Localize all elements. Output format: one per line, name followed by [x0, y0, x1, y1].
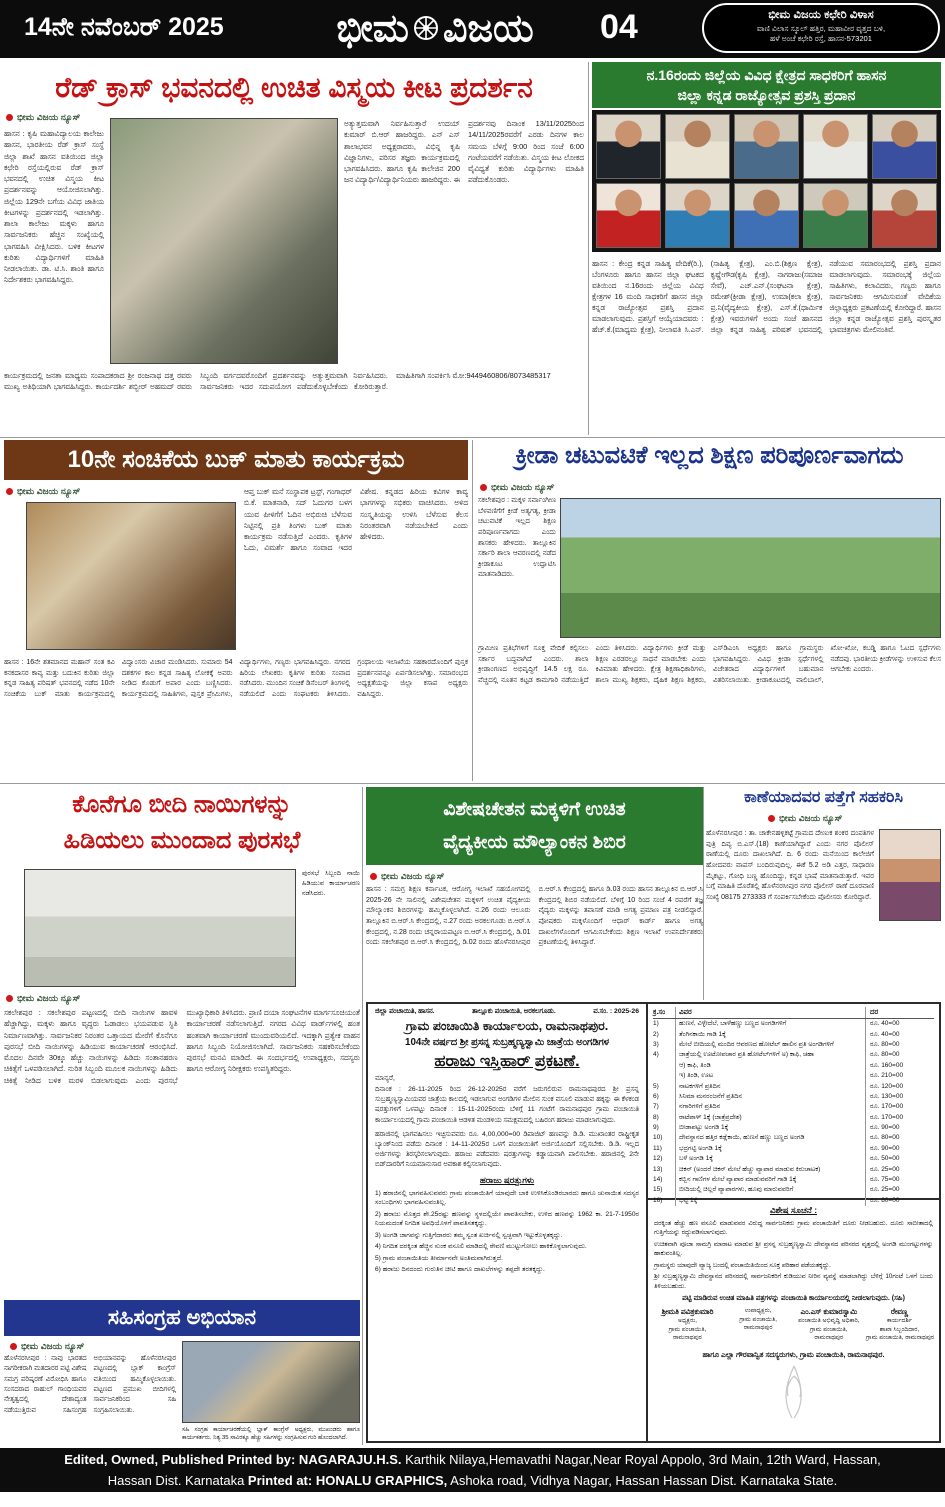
masthead-word-right: ವಿಜಯ — [442, 7, 534, 50]
byline-dot-icon — [6, 114, 13, 121]
cell-serial: 13) — [653, 1165, 663, 1173]
condition-item: 4) ನಿಗದಿತ ದರಕ್ಕಿಂತ ಹೆಚ್ಚಿನ ಸುಂಕ ವಸೂಲಿ ಮಾಡಿದಲ್ಲಿ ಠೇವಣಿ ಮುಟ್ಟುಗೋಲು ಹಾಕಿಕೊಳ್ಳಲಾಗುವುದು. — [375, 1243, 587, 1251]
imprint-address: Karthik Nilaya,Hemavathi Nagar,Near Royal Appolo, 3rd Main, 12th Ward, Hassan, — [401, 1452, 881, 1467]
cell-serial: 4) — [653, 1051, 659, 1059]
notice-left-column — [368, 1004, 648, 1441]
table-row — [653, 1071, 934, 1081]
edition-date: 14ನೇ ನವೆಂಬರ್ 2025 — [24, 13, 224, 41]
article-body-left: ಹಾಸನ : ಕೃಷಿ ಮಹಾವಿದ್ಯಾಲಯ ಕಾಲೇಜು ಹಾಸನ, ಭಾರತೀಯ ರೆಡ್ ಕ್ರಾಸ್ ಸಂಸ್ಥೆ ಜಿಲ್ಲಾ ಶಾಖೆ ಹಾಸನ ವತಿಯಿಂದ ಜಿಲ್ಲಾ ಕಛೇರಿ ರಸ್ತೆಯಲ್ಲಿರುವ ರೆಡ್ ಕ್ರಾಸ್ ಭವನದಲ್ಲಿ ಉಚಿತ ವಿಸ್ಮಯ ಕೀಟ ಪ್ರದರ್ಶನವನ್ನು ಆಯೋಜಿಸಲಾಗಿತ್ತು. ಜಿಲ್ಲೆಯ 129ನೇ ಬಗೆಯ ವಿವಿಧ ಜಾತಿಯ ಕೀಟಗಳನ್ನು ಪ್ರದರ್ಶನದಲ್ಲಿ ಇಡಲಾಗಿತ್ತು. ಶಾಲಾ ಕಾಲೇಜು ಮಕ್ಕಳು ಹಾಗೂ ಸಾರ್ವಜನಿಕರು ಹೆಚ್ಚಿನ ಸಂಖ್ಯೆಯಲ್ಲಿ ಭಾಗವಹಿಸಿ ವೀಕ್ಷಿಸಿದರು. ಬಳಿಕ ಕೀಟಗಳ ಕುರಿತು ವಿದ್ಯಾರ್ಥಿಗಳಿಗೆ ಮಾಹಿತಿ ನೀಡಲಾಯಿತು. ಡಾ. ಟಿ.ಸಿ. ಶಾಂತಿ ಹಾಗೂ ನಿರ್ದೇಶಕರು ಭಾಗವಹಿಸಿದ್ದರು. — [4, 129, 104, 285]
column-divider — [588, 62, 589, 435]
cell-rate: ರೂ. 40=00 — [865, 1019, 934, 1029]
cell-serial: 8) — [653, 1113, 659, 1121]
signatory-role: ರಾಮನಾಥಪುರ — [673, 1334, 702, 1342]
article-body: ಹೊಳೆನರಸೀಪುರ : ತಾ. ಚಾಕೇನಹಳ್ಳಿಕಟ್ಟೆ ಗ್ರಾಮದ ದೇಣುಕ ಶಂಕರ ದಂಪತಿಗಳ ಪುತ್ರಿ ದಿವ್ಯ ಬಿ.ಎಸ್.(18) ಕಾಣೆಯಾಗಿದ್ದಾರೆ ಎಂದು ನಗರ ಪೊಲೀಸ್ ಠಾಣೆಯಲ್ಲಿ ದೂರು ದಾಖಲಾಗಿದೆ. ದಿ. 6 ರಂದು ಮನೆಯಿಂದ ಕಾಲೇಜಿಗೆ ಹೋದವರು ವಾಪಸ್ ಬಂದಿರುವುದಿಲ್ಲ. ಈಕೆ 5.2 ಅಡಿ ಎತ್ತರ, ಸಾಧಾರಣ ಮೈಕಟ್ಟು, ಗೋಧಿ ಬಣ್ಣ ಹೊಂದಿದ್ದು, ಕನ್ನಡ ಭಾಷೆ ಮಾತನಾಡುತ್ತಾರೆ. ಇವರ ಬಗ್ಗೆ ಮಾಹಿತಿ ದೊರೆತಲ್ಲಿ ಹೊಳೆನರಸೀಪುರ ನಗರ ಪೊಲೀಸ್ ಠಾಣೆ ದೂರವಾಣಿ ಸಂಖ್ಯೆ 08175 273333 ಗೆ ಸಂಪರ್ಕಿಸಬೇಕೆಂದು ಪೊಲೀಸರು ಕೋರಿದ್ದಾರೆ. — [706, 830, 874, 901]
portrait-photo — [803, 114, 868, 179]
byline-label: ಭೀಮ ವಿಜಯ ನ್ಯೂಸ್ — [491, 482, 555, 492]
cell-rate: ರೂ. 170=00 — [865, 1102, 934, 1112]
imprint-footer — [0, 1448, 945, 1492]
cell-serial: 6) — [653, 1092, 659, 1100]
signatory-role: ಶಾಖಾ ಸಿಬ್ಬಂದಿದಾರ, — [879, 1325, 920, 1333]
cell-serial: 11) — [653, 1144, 662, 1152]
article-body-bottom: ಕಾರ್ಯಕ್ರಮದಲ್ಲಿ ಜನತಾ ಮಾಧ್ಯಮ ಸಂಪಾದಕರಾದ ಶ್ರೀ ರಂಜನಾಥ ದತ್ತ ರವರು ಮುಖ್ಯ ಅತಿಥಿಯಾಗಿ ಭಾಗವಹಿಸಿದ್ದರು. ಕಾರ್ಯದರ್ಶಿ ಶಬ್ಬೀರ್ ಅಹಮದ್ ರವರು ಸಿಬ್ಬಂದಿ ವರ್ಗದವರೊಂದಿಗೆ ಪ್ರದರ್ಶನವನ್ನು ಅತ್ಯುತ್ತಮವಾಗಿ ನಿರ್ವಹಿಸಿದರು. ಸಾರ್ವಜನಿಕರು ಇದರ ಸದುಪಯೋಗ ಪಡೆದುಕೊಳ್ಳಬೇಕೆಂದು ಕೋರಿರುತ್ತಾರೆ. ಮಾಹಿತಿಗಾಗಿ ಸಂಪರ್ಕಿಸಿ ಮೋ:9449460806/8073485317 — [4, 371, 551, 392]
imprint-district: Hassan Dist. Karnataka — [107, 1472, 248, 1488]
cell-serial: 16) — [653, 1196, 663, 1204]
byline-label: ಭೀಮ ವಿಜಯ ನ್ಯೂಸ್ — [17, 112, 81, 122]
byline-dot-icon — [480, 484, 487, 491]
article-street-dogs — [4, 787, 360, 1297]
signatory-name: ಶ್ರೀಮತಿ ಪವಿತ್ರಕುಮಾರಿ — [661, 1307, 714, 1317]
article-book-maathu — [4, 440, 468, 780]
rate-table — [648, 1004, 939, 1204]
portrait-photo — [803, 183, 868, 248]
cell-serial: 1) — [653, 1020, 659, 1028]
cell-serial: 7) — [653, 1103, 659, 1111]
cell-serial — [653, 1071, 675, 1081]
cell-rate: ರೂ. 80=00 — [865, 1133, 934, 1143]
byline-dot-icon — [768, 815, 775, 822]
auction-notice-box — [366, 1002, 941, 1443]
rate-table-header — [653, 1007, 934, 1019]
article-body-right: ಅತ್ಯುತ್ತಮವಾಗಿ ನಿರ್ವಹಿಸುತ್ತಾರೆ ಉದಯ್ ಕುಮಾರ್ ಬಿ.ಆರ್ ಹಾಜರಿದ್ದರು. ಎನ್ ಎಸ್ ಶಾಲಾಭವನ ಅಧ್ಯಕ್ಷರಾದರು, ವಿಭಿನ್ನ ಕೃಷಿ ವಿಜ್ಞಾನಿಗಳು, ಪರಿಸರ ತಜ್ಞರು ಕಾರ್ಯಕ್ರಮದಲ್ಲಿ ಭಾಗವಹಿಸಿದರು. ಹಾಗೂ ಕೃಷಿ ಕಾಲೇಜಿನ 200 ಜನ ವಿದ್ಯಾರ್ಥಿ/ವಿದ್ಯಾರ್ಥಿನಿಯರು ಹಾಜರಿದ್ದರು. ಈ ಪ್ರದರ್ಶನವು ದಿನಾಂಕ 13/11/2025ರಿಂದ 14/11/2025ರವರೆಗೆ ಎರಡು ದಿನಗಳ ಕಾಲ ಸಮಯ ಬೆಳಿಗ್ಗೆ 9:00 ರಿಂದ ಸಂಜೆ 6:00 ಗಂಟೆಯವರೆಗೆ ನಡೆಯಿತು. ವಿಸ್ಮಯ ಕೀಟ ಲೋಕದ ವೈವಿಧ್ಯತೆ ಕುರಿತು ವಿದ್ಯಾರ್ಥಿಗಳು ಮಾಹಿತಿ ಪಡೆದುಕೊಂಡರು. — [344, 119, 584, 185]
special-note-paragraph: ದರಕ್ಕಿಂತ ಹೆಚ್ಚು ಹಣ ವಸೂಲಿ ಮಾಡುವವರ ವಿರುದ್ಧ ಸಾರ್ವಜನಿಕರು ಗ್ರಾಮ ಪಂಚಾಯಿತಿಗೆ ದೂರು ನೀಡಬಹುದು. ದೂರು ಸಾಬೀತಾದಲ್ಲಿ ಗುತ್ತಿಗೆಯನ್ನು ರದ್ದುಪಡಿಸಲಾಗುವುದು. — [654, 1220, 933, 1237]
table-row — [653, 1040, 934, 1050]
panchayat-office-line: ಗ್ರಾಮ ಪಂಚಾಯಿತಿ ಕಾರ್ಯಾಲಯ, ರಾಮನಾಥಪುರ. — [405, 1019, 609, 1033]
article-body: ಸಕಲೇಶಪುರ : ಸಕಲೇಶಪುರ ಪಟ್ಟಣದಲ್ಲಿ ಬೀದಿ ನಾಯಿಗಳ ಹಾವಳಿ ಹೆಚ್ಚಾಗಿದ್ದು, ಮಕ್ಕಳು ಹಾಗೂ ವೃದ್ಧರು ಓಡಾಡಲು ಭಯಪಡುವ ಸ್ಥಿತಿ ನಿರ್ಮಾಣವಾಗಿತ್ತು. ಸಾರ್ವಜನಿಕರ ನಿರಂತರ ಒತ್ತಾಯದ ಮೇರೆಗೆ ಕೊನೆಗೂ ಪುರಸಭೆ ಬೀದಿ ನಾಯಿಗಳನ್ನು ಹಿಡಿಯುವ ಕಾರ್ಯಾಚರಣೆ ಆರಂಭಿಸಿದೆ. ಮೊದಲ ದಿನವೇ 30ಕ್ಕೂ ಹೆಚ್ಚು ನಾಯಿಗಳನ್ನು ಹಿಡಿದು ಸಂತಾನಹರಣ ಚಿಕಿತ್ಸೆಗೆ ಒಳಪಡಿಸಲಾಗಿದೆ. ನುರಿತ ಸಿಬ್ಬಂದಿ ಮೂಲಕ ನಾಯಿಗಳನ್ನು ಹಿಡಿದು ಚಿಕಿತ್ಸೆ ನೀಡಿದ ಬಳಿಕ ಮರಳಿ ಬಿಡಲಾಗುವುದು ಎಂದು ಪುರಸಭೆ ಮುಖ್ಯಾಧಿಕಾರಿ ತಿಳಿಸಿದರು. ಪ್ರಾಣಿ ದಯಾ ಸಂಘಟನೆಗಳ ಮಾರ್ಗಸೂಚಿಯಂತೆ ಕಾರ್ಯಾಚರಣೆ ನಡೆಸಲಾಗುತ್ತಿದೆ. ನಗರದ ವಿವಿಧ ವಾರ್ಡ್‌ಗಳಲ್ಲಿ ಹಂತ ಹಂತವಾಗಿ ಕಾರ್ಯಾಚರಣೆ ಮುಂದುವರಿಯಲಿದೆ. ಇದಕ್ಕಾಗಿ ಪ್ರತ್ಯೇಕ ವಾಹನ ಹಾಗೂ ಸಿಬ್ಬಂದಿ ನಿಯೋಜಿಸಲಾಗಿದೆ. ಸಾರ್ವಜನಿಕರು ಸಹಕರಿಸಬೇಕೆಂದು ಪುರಸಭೆ ಮನವಿ ಮಾಡಿದೆ. ಈ ಸಂದರ್ಭದಲ್ಲಿ ಉಪಾಧ್ಯಕ್ಷರು, ಸದಸ್ಯರು ಹಾಗೂ ಆರೋಗ್ಯ ನಿರೀಕ್ಷಕರು ಉಪಸ್ಥಿತರಿದ್ದರು. — [4, 1008, 360, 1085]
imprint-printer-address: Ashoka road, Vidhya Nagar, Hassan Hassan Dist. Karnataka State. — [447, 1472, 838, 1488]
signatory-role: ಗ್ರಾಮ ಪಂಚಾಯಿತಿ, ರಾಮನಾಥಪುರ — [866, 1334, 935, 1342]
table-row — [653, 1082, 934, 1092]
column-divider — [472, 440, 473, 781]
article-headline: ಕ್ರೀಡಾ ಚಟುವಟಿಕೆ ಇಲ್ಲದ ಶಿಕ್ಷಣ ಪರಿಪೂರ್ಣವಾಗದು — [515, 442, 904, 469]
cell-rate: ರೂ. 210=00 — [865, 1071, 934, 1081]
imprint-line2 — [0, 1471, 945, 1492]
masthead-bar — [0, 0, 945, 58]
photo-side-note: ಪುರಸಭೆ ಸಿಬ್ಬಂದಿ ನಾಯಿ ಹಿಡಿಯುವ ಕಾರ್ಯಾಚರಣ ನಡೆಸಿದರು. — [302, 870, 360, 898]
signature-block — [654, 1307, 721, 1343]
cell-serial: 2) — [653, 1030, 659, 1038]
conditions-heading: ಹರಾಜು ಷರತ್ತುಗಳು — [479, 1174, 535, 1185]
cell-description: ಮೇಲೆ ಬೀದಿಯಲ್ಲಿ ಮಂದಿರ ಆವರಣದ ಹೋಟೆಲ್ ಹಾಲಿನ ಪ್ರತಿ ಅಂಗಡಿಗಳಿಗೆ — [675, 1040, 865, 1050]
notice-paragraph: ದಿನಾಂಕ : 26-11-2025 ರಿಂದ 26-12-2025ರ ವರೆಗೆ ಜರುಗಲಿರುವ ರಾಮನಾಥಪುರದ ಶ್ರೀ ಪ್ರಸನ್ನ ಸುಬ್ರಹ್ಮಣ್ಯಸ್ವಾಮಿಯವರ ಜಾತ್ರೆಯ ಕಾಲದಲ್ಲಿ ಇಡಲಾಗುವ ಅಂಗಡಿಗಳ ಮೇಲಿನ ಸುಂಕ ವಸೂಲಿ ಮಾಡುವ ಹಕ್ಕನ್ನು ಈ ಕೆಳಕಂಡ ಷರತ್ತುಗಳಿಗೆ ಒಳಪಟ್ಟು ದಿನಾಂಕ : 15-11-2025ರಂದು ಬೆಳಿಗ್ಗೆ 11 ಗಂಟೆಗೆ ರಾಮನಾಥಪುರ ಗ್ರಾಮ ಪಂಚಾಯಿತಿ ಕಾರ್ಯಾಲಯದಲ್ಲಿ ಗ್ರಾಮ ಪಂಚಾಯಿತಿ ಆಡಳಿತ ಮಂಡಳಿಯ ಸಮಕ್ಷಮದಲ್ಲಿ ಬಹಿರಂಗ ಹರಾಜು ಮಾಡಲಾಗುವುದು. — [375, 1086, 639, 1124]
signature-block — [866, 1307, 933, 1343]
sports-field-photo — [560, 498, 941, 638]
article-body: ಹೊಳೆನರಸೀಪುರ : ನಾವು ಭಾರತದ ನಾಗರೀಕರಾಗಿ ಮತದಾರರ ಪಟ್ಟಿ ವಿಶೇಷ ಸಮಗ್ರ ಪರಿಷ್ಕರಣೆ ವಿರೋಧಿಸಿ ಹಾಗೂ ಸಂಸದರಾದ ರಾಹುಲ್ ಗಾಂಧಿಯವರ ನೇತೃತ್ವದಲ್ಲಿ ದೇಶಾದ್ಯಂತ ನಡೆಯುತ್ತಿರುವ ಸಹಿಸಂಗ್ರಹ ಅಭಿಯಾನವನ್ನು ಹೊಳೆನರಸೀಪುರ ಪಟ್ಟಣದಲ್ಲಿ ಬ್ಲಾಕ್ ಕಾಂಗ್ರೆಸ್ ವತಿಯಿಂದ ಹಮ್ಮಿಕೊಳ್ಳಲಾಯಿತು. ಪಟ್ಟಣದ ಪ್ರಮುಖ ಬೀದಿಗಳಲ್ಲಿ ಸಾರ್ವಜನಿಕರಿಂದ ಸಹಿ ಸಂಗ್ರಹಿಸಲಾಯಿತು. — [4, 1355, 176, 1414]
headline-line2: ವೈದ್ಯಕೀಯ ಮೌಲ್ಯಾಂಕನ ಶಿಬಿರ — [443, 832, 626, 854]
signatory-role: ಗ್ರಾಮ ಪಂಚಾಯಿತಿ, — [810, 1325, 848, 1333]
cell-rate: ರೂ. 90=00 — [865, 1144, 934, 1154]
article-body-left: ಸಕಲೇಶಪುರ : ಮಕ್ಕಳ ಸರ್ವಾಂಗೀಣ ಬೆಳವಣಿಗೆಗೆ ಕ್ರೀಡೆ ಅತ್ಯಗತ್ಯ, ಕ್ರೀಡಾ ಚಟುವಟಿಕೆ ಇಲ್ಲದ ಶಿಕ್ಷಣ ಪರಿಪೂರ್ಣವಾಗದು ಎಂದು ಶಾಸಕರು ಹೇಳಿದರು. ತಾಲ್ಲೂಕಿನ ಸರ್ಕಾರಿ ಶಾಲಾ ಆವರಣದಲ್ಲಿ ನಡೆದ ಕ್ರೀಡಾಕೂಟ ಉದ್ಘಾಟಿಸಿ ಮಾತನಾಡಿದರು. — [478, 497, 556, 579]
signatory-name: ರೇವಣ್ಣ — [890, 1307, 909, 1317]
portrait-photo — [734, 183, 799, 248]
missing-person-photo — [879, 829, 941, 921]
article-red-cross-expo — [4, 62, 584, 435]
article-headline-bar: ಸಹಿಸಂಗ್ರಹ ಅಭಿಯಾನ — [4, 1300, 360, 1336]
article-body-bottom: ಗ್ರಾಮೀಣ ಪ್ರತಿಭೆಗಳಿಗೆ ಸೂಕ್ತ ವೇದಿಕೆ ಕಲ್ಪಿಸಲು ಸರ್ಕಾರ ಬದ್ಧವಾಗಿದೆ ಎಂದರು. ಶಾಲಾ ಕ್ರೀಡಾಂಗಣದ ಅಭಿವೃದ್ಧಿಗೆ 14.5 ಲಕ್ಷ ರೂ. ವೆಚ್ಚದಲ್ಲಿ ನೂತನ ಕಟ್ಟಡ ಕಾಮಗಾರಿ ನಡೆಯುತ್ತಿದೆ ಎಂದು ತಿಳಿಸಿದರು. ವಿದ್ಯಾರ್ಥಿಗಳು ಕ್ರೀಡೆ ಮತ್ತು ಶಿಕ್ಷಣ ಎರಡರಲ್ಲೂ ಸಾಧನೆ ಮಾಡಬೇಕು ಎಂದು ಕಿವಿಮಾತು ಹೇಳಿದರು. ಕ್ಷೇತ್ರ ಶಿಕ್ಷಣಾಧಿಕಾರಿಗಳು, ಶಾಲಾ ಮುಖ್ಯ ಶಿಕ್ಷಕರು, ದೈಹಿಕ ಶಿಕ್ಷಣ ಶಿಕ್ಷಕರು, ಎಸ್‌ಡಿಎಂಸಿ ಅಧ್ಯಕ್ಷರು ಹಾಗೂ ಗ್ರಾಮಸ್ಥರು ಭಾಗವಹಿಸಿದ್ದರು. ವಿವಿಧ ಕ್ರೀಡಾ ಸ್ಪರ್ಧೆಗಳಲ್ಲಿ ವಿಜೇತರಾದ ವಿದ್ಯಾರ್ಥಿಗಳಿಗೆ ಬಹುಮಾನ ವಿತರಿಸಲಾಯಿತು. ಕ್ರೀಡಾಕೂಟದಲ್ಲಿ ವಾಲಿಬಾಲ್, ಖೋ-ಖೋ, ಕಬಡ್ಡಿ ಹಾಗೂ ಓಟದ ಸ್ಪರ್ಧೆಗಳು ನಡೆದವು. ಭಾರತೀಯ ಕ್ರೀಡೆಗಳನ್ನು ಉಳಿಸುವ ಕೆಲಸ ಆಗಬೇಕು ಎಂದರು. — [478, 645, 941, 684]
article-body-bottom: ಹಾಸನ : 16ನೇ ಶತಮಾನದ ಮಹಾನ್ ಸಂತ ಕವಿ ಕನಕದಾಸರ ಕಾವ್ಯ ಮತ್ತು ಬದುಕಿನ ಕುರಿತು ಜಿಲ್ಲಾ ಕನ್ನಡ ಸಾಹಿತ್ಯ ಪರಿಷತ್ ಭವನದಲ್ಲಿ ನಡೆದ 10ನೇ ಸಂಚಿಕೆಯ ಬುಕ್ ಮಾತು ಕಾರ್ಯಕ್ರಮದಲ್ಲಿ ವಿದ್ವಾಂಸರು ವಿಚಾರ ಮಂಡಿಸಿದರು. ಸುಮಾರು 54 ದಶಕಗಳ ಕಾಲ ಕನ್ನಡ ಸಾಹಿತ್ಯ ಲೋಕಕ್ಕೆ ಅವರು ನೀಡಿದ ಕೊಡುಗೆ ಅಪಾರ ಎಂದು ಬಣ್ಣಿಸಿದರು. ಕಾರ್ಯಕ್ರಮದಲ್ಲಿ ಸಾಹಿತಿಗಳು, ಪುಸ್ತಕ ಪ್ರೇಮಿಗಳು, ವಿದ್ಯಾರ್ಥಿಗಳು, ಗಣ್ಯರು ಭಾಗವಹಿಸಿದ್ದರು. ನಗರದ ಹಿರಿಯ ಲೇಖಕರು ಕೃತಿಗಳ ಕುರಿತು ಸಂವಾದ ನಡೆಸಿದರು. ಮುಂದಿನ ಸಂಚಿಕೆ ಡಿಸೆಂಬರ್ ತಿಂಗಳಲ್ಲಿ ನಡೆಯಲಿದೆ ಎಂದು ಸಂಘಟಕರು ತಿಳಿಸಿದರು. ಗ್ರಂಥಾಲಯ ಇಲಾಖೆಯ ಸಹಕಾರದೊಂದಿಗೆ ಪುಸ್ತಕ ಪ್ರದರ್ಶನವನ್ನೂ ಏರ್ಪಡಿಸಲಾಗಿತ್ತು. ಸಮಾರಂಭದ ಅಧ್ಯಕ್ಷತೆಯನ್ನು ಜಿಲ್ಲಾ ಕಸಾಪ ಅಧ್ಯಕ್ಷರು ವಹಿಸಿದ್ದರು. — [4, 659, 468, 698]
byline-label: ಭೀಮ ವಿಜಯ ನ್ಯೂಸ್ — [17, 486, 81, 496]
chakra-icon — [413, 8, 439, 51]
column-divider — [362, 787, 363, 1445]
table-row — [653, 1050, 934, 1060]
byline-dot-icon — [6, 995, 13, 1002]
byline — [6, 993, 80, 1004]
condition-item: 3) ಅಂಗಡಿ ಜಾಗವನ್ನು ಗುತ್ತಿಗೆದಾರರು ತಮ್ಮ ಸ್ವಂತ ಖರ್ಚಿನಲ್ಲಿ ಸ್ವಚ್ಛವಾಗಿ ಇಟ್ಟುಕೊಳ್ಳತಕ್ಕದ್ದು. — [375, 1231, 563, 1239]
notice-paragraph: ಹರಾಜಿನಲ್ಲಿ ಭಾಗವಹಿಸಲು ಇಚ್ಛಿಸುವವರು ರೂ. 4,00,000=00 ಡಿಪಾಜಿಟ್ ಹಣವನ್ನು ಡಿ.ಡಿ. ಮುಖಾಂತರ ರಾಷ್ಟ್ರೀಕೃತ ಬ್ಯಾಂಕ್‌ನಿಂದ ಪಡೆದು ದಿನಾಂಕ : 14-11-2025ರ ಒಳಗೆ ಪಂಚಾಯಿತಿಗೆ ಅರ್ಜಿಯೊಂದಿಗೆ ಸಲ್ಲಿಸಬೇಕು. ಡಿ.ಡಿ. ಇಲ್ಲದ ಅರ್ಜಿಗಳನ್ನು ತಿರಸ್ಕರಿಸಲಾಗುವುದು. ಹರಾಜು ಪಡೆದವರು ಷರತ್ತುಗಳನ್ನು ಕಡ್ಡಾಯವಾಗಿ ಪಾಲಿಸಬೇಕು. ಹರಾಜಿನಲ್ಲಿ 2ನೇ ಬಿಡ್‌ದಾರರಿಗೆ ನಿಯಮಾನುಸಾರ ಅವಕಾಶ ಕಲ್ಪಿಸಲಾಗುವುದು. — [375, 1130, 639, 1169]
condition-item: 1) ಹರಾಜಿನಲ್ಲಿ ಭಾಗವಹಿಸುವವರು ಗ್ರಾಮ ಪಂಚಾಯಿತಿಗೆ ಯಾವುದೇ ಬಾಕಿ ಉಳಿಸಿಕೊಂಡಿರಬಾರದು ಹಾಗೂ ಚುನಾಯಿತ ಸದಸ್ಯರ ಸಂಬಂಧಿಗಳು ಭಾಗವಹಿಸುವಂತಿಲ್ಲ. — [375, 1189, 639, 1207]
cell-rate: ರೂ. 75=00 — [865, 1175, 934, 1185]
signatory-role: ಅಧ್ಯಕ್ಷರು, — [678, 1317, 697, 1325]
cell-serial: 3) — [653, 1040, 659, 1048]
cell-rate: ರೂ. 40=00 — [865, 1030, 934, 1040]
cell-rate: ರೂ. 170=00 — [865, 1113, 934, 1123]
imprint-publisher: Edited, Owned, Published Printed by: NAGARAJU.H.S. — [64, 1452, 402, 1467]
byline — [6, 486, 80, 497]
signatory-role: ಪಂಚಾಯಿತಿ ಅಭಿವೃದ್ಧಿ ಅಧಿಕಾರಿ, — [798, 1317, 860, 1325]
signatory-role: ರಾಮನಾಥಪುರ — [814, 1334, 844, 1342]
table-row — [653, 1175, 934, 1185]
notice-bold-line: ಪಟ್ಟಿ ಮಾಡಿರುವ ಉಚಿತ ಮಾಹಿತಿ ಪತ್ರಗಳನ್ನು ಪಂಚಾಯಿತಿ ಕಾರ್ಯಾಲಯದಲ್ಲಿ ನೀಡಲಾಗುವುದು. (ಸಹಿ) — [682, 1295, 905, 1303]
special-note-paragraph: ಗ್ರಾಮಸ್ಥರು ಯಾವುದೇ ವ್ಯಾಜ್ಯ ಬಂದಲ್ಲಿ ಪಂಚಾಯಿತಿಯಿಂದ ಸೂಕ್ತ ಪರಿಹಾರ ಪಡೆಯತಕ್ಕದ್ದು. — [654, 1261, 831, 1269]
awardee-portrait-grid — [592, 110, 941, 252]
table-row — [653, 1061, 934, 1071]
portrait-photo — [596, 183, 661, 248]
portrait-photo — [872, 183, 937, 248]
cell-rate: ರೂ. 130=00 — [865, 1092, 934, 1102]
taluk-line: ತಾಲ್ಲೂಕು ಪಂಚಾಯಿತಿ, ಅರಕಲಗೂಡು. — [472, 1008, 556, 1015]
portrait-photo — [596, 114, 661, 179]
article-headline-bar: 10ನೇ ಸಂಚಿಕೆಯ ಬುಕ್ ಮಾತು ಕಾರ್ಯಕ್ರಮ — [4, 440, 468, 480]
column-divider — [703, 787, 704, 1000]
article-headline: ರೆಡ್ ಕ್ರಾಸ್ ಭವನದಲ್ಲಿ ಉಚಿತ ವಿಸ್ಮಯ ಕೀಟ ಪ್ರದರ್ಶನ — [55, 72, 533, 103]
article-body-wrap — [706, 829, 941, 997]
salutation: ಮಾನ್ಯರೆ, — [375, 1075, 395, 1082]
fair-line: 104ನೇ ವರ್ಷದ ಶ್ರೀ ಪ್ರಸನ್ನ ಸುಬ್ರಹ್ಮಣ್ಯಸ್ವಾಮಿ ಜಾತ್ರೆಯ ಅಂಗಡಿಗಳ — [405, 1037, 609, 1048]
cell-rate: ರೂ. 120=00 — [865, 1082, 934, 1092]
portrait-photo — [734, 114, 799, 179]
cell-rate: ರೂ. 50=00 — [865, 1154, 934, 1164]
byline — [6, 112, 80, 123]
condition-item: 2) ಹರಾಜು ಮೊತ್ತದ ಶೇ.25ರಷ್ಟು ಹಣವನ್ನು ಸ್ಥಳದಲ್ಲಿಯೇ ಪಾವತಿಸಬೇಕು, ಉಳಿದ ಹಣವನ್ನು 1962 ಕಾ. 21-7-1950ರ ನಿಯಮದಂತೆ ನಿಗದಿತ ಅವಧಿಯೊಳಗೆ ಪಾವತಿಸತಕ್ಕದ್ದು. — [375, 1210, 639, 1228]
col-rate: ದರ — [865, 1007, 934, 1018]
cell-description: ಭಟ್ಟಿ 1ಕ್ಕೆ — [675, 1196, 865, 1206]
table-row — [653, 1185, 934, 1195]
special-note-heading: ವಿಶೇಷ ಸೂಚನೆ : — [769, 1205, 818, 1215]
portrait-photo — [665, 183, 730, 248]
campaign-photo — [182, 1341, 360, 1423]
headline-line1: ಕೊನೆಗೂ ಬೀದಿ ನಾಯಿಗಳನ್ನು — [72, 791, 292, 818]
cell-rate: ರೂ. 80=00 — [865, 1050, 934, 1060]
imprint-line1 — [0, 1450, 945, 1471]
signature-block — [725, 1307, 792, 1343]
awardee-caption: ಹಾಸನ : ಕೇಂದ್ರ ಕನ್ನಡ ಸಾಹಿತ್ಯ ವೇದಿಕೆ(ರಿ.), ಬೆಂಗಳೂರು ಹಾಗೂ ಹಾಸನ ಜಿಲ್ಲಾ ಘಟಕದ ವತಿಯಿಂದ ನ.16ರಂದು ಜಿಲ್ಲೆಯ ವಿವಿಧ ಕ್ಷೇತ್ರಗಳ 16 ಮಂದಿ ಸಾಧಕರಿಗೆ ಹಾಸನ ಜಿಲ್ಲಾ ಕನ್ನಡ ರಾಜ್ಯೋತ್ಸವ ಪ್ರಶಸ್ತಿ ಪ್ರದಾನ ಮಾಡಲಾಗುವುದು. ಪ್ರಶಸ್ತಿಗೆ ಆಯ್ಕೆಯಾದವರು : ಹೆಚ್.ಕೆ.(ಮಾಧ್ಯಮ ಕ್ಷೇತ್ರ), ನೀಲಾವತಿ ಸಿ.ಎನ್.(ಸಾಹಿತ್ಯ ಕ್ಷೇತ್ರ), ಎಂ.ಬಿ.(ಶಿಕ್ಷಣ ಕ್ಷೇತ್ರ), ಕೃಷ್ಣೇಗೌಡ(ಕೃಷಿ ಕ್ಷೇತ್ರ), ನಾಗರಾಜು(ಸಮಾಜ ಸೇವೆ), ಎಚ್.ಎನ್.(ಸಂಘಟನಾ ಕ್ಷೇತ್ರ), ರಮೇಶ್(ಕ್ರೀಡಾ ಕ್ಷೇತ್ರ), ಉಮಾ(ಕಲಾ ಕ್ಷೇತ್ರ), ಪ್ರ.ನಿ(ವೈದ್ಯಕೀಯ ಕ್ಷೇತ್ರ), ಎಸ್.ಕೆ.(ಧಾರ್ಮಿಕ ಕ್ಷೇತ್ರ) ಇವರುಗಳಿಗೆ ಅಂದು ಸಂಜೆ ಹಾಸನದ ಜಿಲ್ಲಾ ಕನ್ನಡ ಸಾಹಿತ್ಯ ಪರಿಷತ್ ಭವನದಲ್ಲಿ ನಡೆಯುವ ಸಮಾರಂಭದಲ್ಲಿ ಪ್ರಶಸ್ತಿ ಪ್ರದಾನ ಮಾಡಲಾಗುವುದು. ಸಮಾರಂಭಕ್ಕೆ ಜಿಲ್ಲೆಯ ಸಾಹಿತಿಗಳು, ಕಲಾವಿದರು, ಗಣ್ಯರು ಹಾಗೂ ಸಾರ್ವಜನಿಕರು ಆಗಮಿಸುವಂತೆ ವೇದಿಕೆಯ ಜಿಲ್ಲಾಧ್ಯಕ್ಷರು ಪ್ರಕಟಣೆಯಲ್ಲಿ ಕೋರಿದ್ದಾರೆ. ಹಾಸನ ಜಿಲ್ಲಾ ಕನ್ನಡ ರಾಜ್ಯೋತ್ಸವ ಪ್ರಶಸ್ತಿ ಪುರಸ್ಕೃತರ ಭಾವಚಿತ್ರಗಳು ಮೇಲಿನಂತಿವೆ. — [592, 259, 941, 335]
cell-description: ದೇವಸ್ಥಾನದ ಹತ್ತಿರ ಕಡ್ಲೆಕಾಯಿ, ಹುಣಸೆ ಹಣ್ಣು ಬಣ್ಣದ ಅಂಗಡಿ — [675, 1133, 865, 1143]
condition-item: 5) ಗ್ರಾಮ ಪಂಚಾಯಿತಿಯ ತೀರ್ಮಾನವೇ ಅಂತಿಮವಾಗಿರುತ್ತದೆ. — [375, 1254, 503, 1262]
col-serial: ಕ್ರ.ಸಂ — [653, 1009, 666, 1016]
article-headline-box — [592, 62, 941, 108]
section-divider — [0, 783, 945, 784]
office-address-title: ಭೀಮ ವಿಜಯ ಕಛೇರಿ ವಿಳಾಸ — [768, 9, 874, 21]
headline-line1: ವಿಶೇಷಚೇತನ ಮಕ್ಕಳಿಗೆ ಉಚಿತ — [443, 799, 626, 820]
cell-description: ಬಳೆ ಅಂಗಡಿ 1ಕ್ಕೆ — [675, 1154, 865, 1164]
cell-description: ತೆಂಗಿನಕಾಯಿ ಗಾಡಿ 1ಕ್ಕೆ — [675, 1030, 865, 1040]
cell-description: ಬೀಡಾಪಟ್ಟು ಅಂಗಡಿ 1ಕ್ಕೆ — [675, 1123, 865, 1133]
byline — [480, 482, 554, 493]
byline — [10, 1341, 84, 1352]
page-number: 04 — [600, 8, 638, 46]
leaf-sketch — [769, 1364, 819, 1420]
cell-rate: ರೂ. 25=00 — [865, 1185, 934, 1195]
cell-description: ಭದ್ರಗಟ್ಟಿ ಅಂಗಡಿ 1ಕ್ಕೆ — [675, 1144, 865, 1154]
notice-right-column — [648, 1004, 939, 1441]
special-note-paragraph: ಶ್ರೀ ಸುಬ್ರಹ್ಮಣ್ಯಸ್ವಾಮಿ ದೇವಸ್ಥಾನದ ಪರಿಸರದಲ್ಲಿ ಸಾರ್ವಜನಿಕರಿಗೆ ಕುಡಿಯುವ ನೀರಿನ ವ್ಯವಸ್ಥೆ ಮಾಡಲಾಗಿದ್ದು ಬೆಳಿಗ್ಗೆ 10ಗಂಟೆ ಒಳಗೆ ಬಂದು ತಿಳಿಯಬಹುದು. — [654, 1273, 933, 1290]
table-row — [653, 1154, 934, 1164]
imprint-printer: Printed at: HONALU GRAPHICS, — [247, 1472, 448, 1488]
article-body-right: ಆಪ್ತ ಬುಕ್ ಮನೆ ಸಂಸ್ಥಾಪಕ ಟ್ರಸ್ಟ್, ಗಂಗಾಧರ್ ಬಿ.ಕೆ. ಮಾತನಾಡಿ, ಸದ್ ಓದುಗರ ಬಳಗ ಯುವ ಪೀಳಿಗೆಗೆ ಓದಿನ ಅಭಿರುಚಿ ಬೆಳೆಸುವ ನಿಟ್ಟಿನಲ್ಲಿ ಪ್ರತಿ ತಿಂಗಳು ಬುಕ್ ಮಾತು ಕಾರ್ಯಕ್ರಮ ನಡೆಸುತ್ತಿದೆ ಎಂದರು. ಕೃತಿಗಳ ಓದು, ವಿಮರ್ಶೆ ಹಾಗೂ ಸಂವಾದ ಇದರ ವಿಶೇಷ. ಕನ್ನಡದ ಹಿರಿಯ ಕವಿಗಳ ಕಾವ್ಯ ಭಾಗಗಳನ್ನು ಸಭಿಕರು ವಾಚಿಸಿದರು. ಅಳಿದ ಸಂಸ್ಕೃತಿಯನ್ನು ಉಳಿಸಿ ಬೆಳೆಸುವ ಕೆಲಸ ನಿರಂತರವಾಗಿ ನಡೆಯಬೇಕಿದೆ ಎಂದು ಹೇಳಿದರು. — [244, 487, 468, 553]
cell-serial: 12) — [653, 1155, 663, 1163]
article-headline: ಕಾಣೆಯಾದವರ ಪತ್ತೆಗೆ ಸಹಕರಿಸಿ — [743, 789, 903, 806]
headline-line2: ಹಿಡಿಯಲು ಮುಂದಾದ ಪುರಸಭೆ — [63, 827, 301, 854]
campaign-photo-caption: ಸಹಿ ಸಂಗ್ರಹ ಕಾರ್ಯಾಚರಣೆಯಲ್ಲಿ ಬ್ಲಾಕ್ ಕಾಂಗ್ರೆಸ್ ಅಧ್ಯಕ್ಷರು, ಮುಖಂಡರು ಹಾಗೂ ಕಾರ್ಯಕರ್ತರು. ನಿತ್ಯ 35 ಸಾವಿರಕ್ಕೂ ಹೆಚ್ಚು ಸಹಿಗಳನ್ನು ಸಂಗ್ರಹಿಸುವ ಗುರಿ ಹೊಂದಲಾಗಿದೆ. — [182, 1427, 360, 1442]
headline-line2: ಜಿಲ್ಲಾ ಕನ್ನಡ ರಾಜ್ಯೋತ್ಸವ ಪ್ರಶಸ್ತಿ ಪ್ರದಾನ — [677, 87, 856, 104]
article-body: ಹಾಸನ : ಸಮಗ್ರ ಶಿಕ್ಷಣ ಕರ್ನಾಟಕ, ಆರೋಗ್ಯ ಇಲಾಖೆ ಸಹಯೋಗದಲ್ಲಿ 2025-26 ನೇ ಸಾಲಿನಲ್ಲಿ ವಿಶೇಷಚೇತನ ಮಕ್ಕಳಿಗೆ ಉಚಿತ ವೈದ್ಯಕೀಯ ಮೌಲ್ಯಾಂಕನ ಶಿಬಿರಗಳನ್ನು ಹಮ್ಮಿಕೊಳ್ಳಲಾಗಿದೆ. ನ.26 ರಂದು ಆಲೂರು ತಾಲ್ಲೂಕಿನ ಬಿ.ಆರ್.ಸಿ ಕೇಂದ್ರದಲ್ಲಿ, ನ.27 ರಂದು ಅರಕಲಗೂಡು ಬಿ.ಆರ್.ಸಿ ಕೇಂದ್ರದಲ್ಲಿ, ನ.28 ರಂದು ಚನ್ನರಾಯಪಟ್ಟಣ ಬಿ.ಆರ್.ಸಿ ಕೇಂದ್ರದಲ್ಲಿ, ಡಿ.01 ರಂದು ಸಕಲೇಶಪುರ ಬಿ.ಆರ್.ಸಿ ಕೇಂದ್ರದಲ್ಲಿ, ಡಿ.02 ರಂದು ಹೊಳೆನರಸೀಪುರ ಬಿ.ಆರ್.ಸಿ ಕೇಂದ್ರದಲ್ಲಿ ಹಾಗೂ ಡಿ.03 ರಂದು ಹಾಸನ ತಾಲ್ಲೂಕಿನ ಬಿ.ಆರ್.ಸಿ ಕೇಂದ್ರದಲ್ಲಿ ಶಿಬಿರ ನಡೆಯಲಿದೆ. ಬೆಳಿಗ್ಗೆ 10 ರಿಂದ ಸಂಜೆ 4 ರವರೆಗೆ ತಜ್ಞ ವೈದ್ಯರು ಮಕ್ಕಳನ್ನು ತಪಾಸಣೆ ಮಾಡಿ ಅಗತ್ಯ ಪ್ರಮಾಣ ಪತ್ರ ನೀಡಲಿದ್ದಾರೆ. ಪೋಷಕರು ಮಕ್ಕಳೊಂದಿಗೆ ಆಧಾರ್ ಕಾರ್ಡ್ ಹಾಗೂ ಅಗತ್ಯ ದಾಖಲೆಗಳೊಂದಿಗೆ ಆಗಮಿಸಬೇಕೆಂದು ಶಿಕ್ಷಣ ಇಲಾಖೆ ಉಪನಿರ್ದೇಶಕರು ಪ್ರಕಟಣೆಯಲ್ಲಿ ತಿಳಿಸಿದ್ದಾರೆ. — [366, 886, 703, 947]
headline-line1: ನ.16ರಂದು ಜಿಲ್ಲೆಯ ವಿವಿಧ ಕ್ಷೇತ್ರದ ಸಾಧಕರಿಗೆ ಹಾಸನ — [646, 67, 887, 83]
signatory-role: ಗ್ರಾಮ ಪಂಚಾಯಿತಿ, — [739, 1315, 777, 1323]
cell-description: ನಗಾರಿಗಳಿಗೆ ಪ್ರತಿದಿನ — [675, 1102, 865, 1112]
signature-block — [795, 1307, 862, 1343]
cell-rate: ರೂ. 80=00 — [865, 1040, 934, 1050]
portrait-photo — [872, 114, 937, 179]
article-sports-education — [478, 440, 941, 780]
event-group-photo — [26, 502, 236, 650]
cell-rate: ರೂ. 80=00 — [865, 1196, 934, 1206]
signature-row — [654, 1307, 933, 1343]
table-row — [653, 1165, 934, 1175]
byline-label: ಭೀಮ ವಿಜಯ ನ್ಯೂಸ್ — [17, 993, 81, 1003]
notice-top-row — [375, 1008, 639, 1016]
table-row — [653, 1092, 934, 1102]
dog-cage-photo — [24, 869, 296, 987]
byline-dot-icon — [370, 873, 377, 880]
cell-description: ಜಾತ್ರೆಯಲ್ಲಿ ಊಟೋಪಚಾರ ಪ್ರತಿ ಹೋಟೆಲ್‌ಗಳಿಗೆ ಅ) ಕಾಫಿ, ಚಹಾ — [675, 1050, 865, 1060]
section-divider — [0, 437, 945, 438]
exhibition-photo — [110, 118, 338, 364]
cell-description: ಚಿಕನ್ (ಅಂದರೆ ಚಿಕನ್ ಮೇಲೆ ಹೆಚ್ಚು ವ್ಯಾಪಾರ ಮಾಡುವ ಕಿರುಚಾಟಕ) — [675, 1165, 865, 1175]
signatory-role: ಗ್ರಾಮ ಪಂಚಾಯಿತಿ, — [668, 1325, 707, 1333]
cell-rate: ರೂ. 25=00 — [865, 1165, 934, 1175]
cell-serial — [653, 1061, 675, 1071]
cell-description: ಇ) ತಿಂಡಿ, ಊಟ — [675, 1071, 865, 1081]
cell-serial: 5) — [653, 1082, 659, 1090]
year-line: ವ.ಸಂ. : 2025-26 — [593, 1008, 639, 1015]
portrait-photo — [665, 114, 730, 179]
byline-label: ಭೀಮ ವಿಜಯ ನ್ಯೂಸ್ — [381, 871, 445, 881]
signatory-role: ಉಪಾಧ್ಯಕ್ಷರು, — [744, 1307, 772, 1315]
notice-title: ಹರಾಜು ಇಸ್ತಿಹಾರ್ ಪ್ರಕಟಣೆ. — [434, 1053, 580, 1070]
cell-serial: 15) — [653, 1186, 663, 1194]
cell-description: ಹುಣಸೆ, ವಿಳ್ಳೇದೆಲೆ, ಬಾಳೆಹಣ್ಣು ಬಣ್ಣದ ಅಂಗಡಿಗಳಿಗೆ — [675, 1019, 865, 1029]
article-rajyotsava-awards — [592, 62, 941, 435]
col-description: ವಿವರ — [675, 1007, 865, 1018]
cell-description: ಕಬ್ಬಿನ ಗಾಣಿಗಳ ಮೇಲೆ ವ್ಯಾಪಾರ ಮಾಡುವವರಿಗೆ ಗಾಡಿ 1ಕ್ಕೆ — [675, 1175, 865, 1185]
cell-rate: ರೂ. 90=00 — [865, 1123, 934, 1133]
office-address-line2: ಹಳೆ ಅಂಚೆ ಕಛೇರಿ ರಸ್ತೆ, ಹಾಸನ-573201 — [769, 34, 873, 44]
office-address-line1: ವಾಣಿ ವಿಲಾಸ ಸ್ಕೂಲ್ ಹತ್ತಿರ, ಮಹಾವೀರ ವೃತ್ತದ ಬಳಿ, — [756, 23, 886, 33]
article-signature-campaign — [4, 1300, 360, 1445]
condition-item: 6) ಹರಾಜು ದಿನದಂದು ಗುರುತಿನ ಚೀಟಿ ಹಾಗೂ ದಾಖಲೆಗಳನ್ನು ತಪ್ಪದೇ ತರತಕ್ಕದ್ದು. — [375, 1266, 545, 1274]
district-line: ಜಿಲ್ಲಾ ಪಂಚಾಯಿತಿ, ಹಾಸನ. — [375, 1008, 435, 1015]
cell-rate: ರೂ. 160=00 — [865, 1061, 934, 1071]
cell-description: ಬೀದಿಯಲ್ಲಿ ಚಿಲ್ಲರೆ ವ್ಯಾಪಾರಗಳು, ಹೂವು ಮಾರುವವರಿಗೆ — [675, 1185, 865, 1195]
special-note-box — [648, 1200, 939, 1441]
table-row — [653, 1123, 934, 1133]
byline-label: ಭೀಮ ವಿಜಯ ನ್ಯೂಸ್ — [21, 1341, 85, 1351]
signatory-name: ಎಂ.ಎಸ್ ಕುಮಾರಸ್ವಾಮಿ — [800, 1307, 858, 1317]
byline — [370, 871, 444, 882]
newspaper-title — [270, 4, 600, 54]
table-row — [653, 1030, 934, 1040]
byline-dot-icon — [10, 1343, 17, 1350]
signatory-role: ಕಾರ್ಯದರ್ಶಿ — [886, 1317, 912, 1325]
byline-dot-icon — [6, 488, 13, 495]
cell-serial: 14) — [653, 1176, 663, 1184]
special-note-paragraph: ಉಚಿತವಾಗಿ ಪೂಜಾ ಸಾಮಗ್ರಿ ಮಾರಾಟ ಮಾಡುವ ಶ್ರೀ ಪ್ರಸನ್ನ ಸುಬ್ರಹ್ಮಣ್ಯಸ್ವಾಮಿ ದೇವಸ್ಥಾನದ ಪರಿಸರದ ವೃತ್ತದಲ್ಲಿ ಅಂಗಡಿ ಮುಂಗಟ್ಟುಗಳನ್ನು ಹಾಕುವಂತಿಲ್ಲ. — [654, 1240, 933, 1258]
article-headline-box — [366, 787, 703, 865]
cell-description: ನಾಟಕಗಳಿಗೆ ಪ್ರತಿದಿನ — [675, 1082, 865, 1092]
cell-serial: 9) — [653, 1124, 659, 1132]
signatory-role: ರಾಮನಾಥಪುರ — [743, 1324, 773, 1332]
article-medical-camp — [366, 787, 703, 1000]
cell-description: ಆ) ಕಾಫಿ, ತಿಂಡಿ — [675, 1061, 865, 1071]
table-row — [653, 1019, 934, 1029]
cell-serial: 10) — [653, 1134, 663, 1142]
cell-description: ಸಿನಿಮಾ ಮನರಂಜನೆಗೆ ಪ್ರತಿದಿನ — [675, 1092, 865, 1102]
table-row — [653, 1102, 934, 1112]
masthead-word-left: ಭೀಮ — [336, 7, 409, 50]
table-row — [653, 1144, 934, 1154]
cell-description: ರಾಟೆಪಾಳ್ 1ಕ್ಕೆ (ಜಾತ್ರೆಪ್ರದೇಶ) — [675, 1113, 865, 1123]
table-row — [653, 1113, 934, 1123]
byline — [768, 813, 842, 824]
article-missing-person — [706, 787, 941, 1000]
notice-final-line: ಹಾಗೂ ಎಲ್ಲಾ ಗೌರವಾನ್ವಿತ ಸದಸ್ಯರುಗಳು, ಗ್ರಾಮ ಪಂಚಾಯಿತಿ, ರಾಮನಾಥಪುರ. — [702, 1349, 885, 1359]
table-row — [653, 1133, 934, 1143]
office-address-box — [702, 3, 940, 53]
byline-label: ಭೀಮ ವಿಜಯ ನ್ಯೂಸ್ — [779, 813, 843, 823]
